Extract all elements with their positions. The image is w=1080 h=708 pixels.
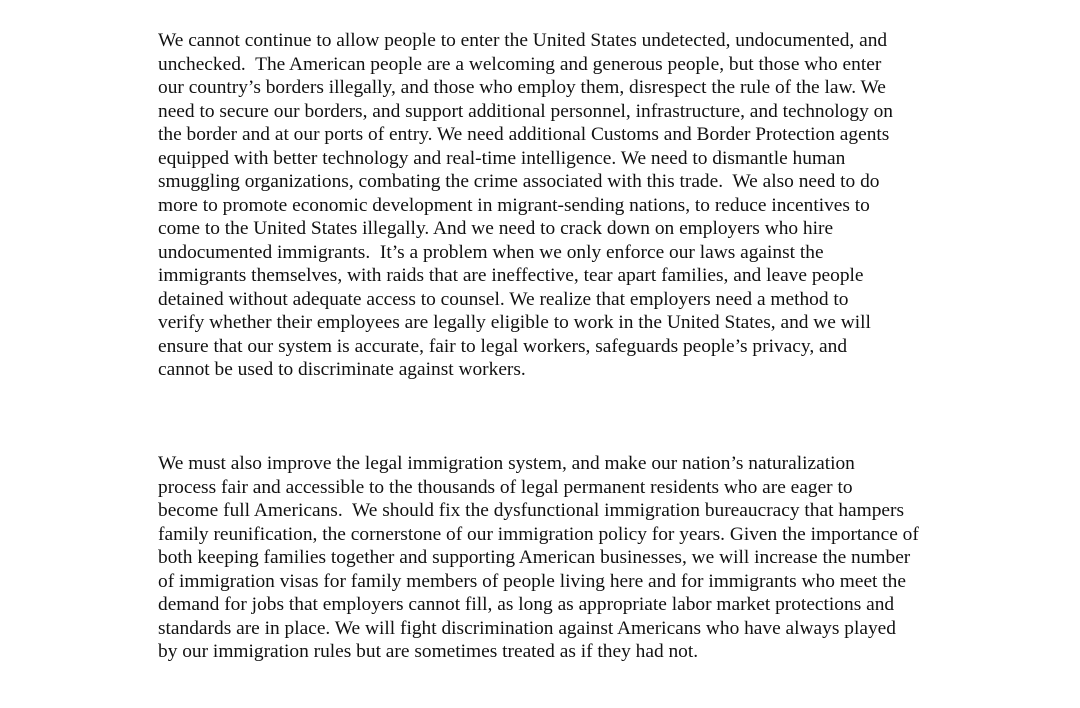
text-line: We cannot continue to allow people to enter the United States undetected, undocumented, and <box>158 30 888 51</box>
text-line: both keeping families together and supporting American businesses, we will increase the number <box>158 547 911 568</box>
paragraph-border-security <box>158 29 893 382</box>
text-line: come to the United States illegally. And we need to crack down on employers who hire <box>158 218 834 239</box>
text-line: by our immigration rules but are sometimes treated as if they had not. <box>158 641 699 662</box>
text-line: We must also improve the legal immigration system, and make our nation’s naturalization <box>158 453 855 474</box>
text-line: standards are in place. We will fight discrimination against Americans who have always played <box>158 617 896 639</box>
text-line: ensure that our system is accurate, fair to legal workers, safeguards people’s privacy, and <box>158 335 848 357</box>
text-line: undocumented immigrants. It’s a problem when we only enforce our laws against the <box>158 241 824 263</box>
text-line: the border and at our ports of entry. We need additional Customs and Border Protection agents <box>158 124 890 145</box>
text-line: immigrants themselves, with raids that are ineffective, tear apart families, and leave people <box>158 265 864 286</box>
text-line: our country’s borders illegally, and those who employ them, disrespect the rule of the law. We <box>158 77 886 98</box>
text-line: need to secure our borders, and support additional personnel, infrastructure, and technology on <box>158 100 894 122</box>
text-line: become full Americans. We should fix the dysfunctional immigration bureaucracy that hampers <box>158 500 905 521</box>
text-line: demand for jobs that employers cannot fill, as long as appropriate labor market protections and <box>158 594 895 615</box>
text-line: equipped with better technology and real-time intelligence. We need to dismantle human <box>158 147 846 169</box>
text-line: more to promote economic development in migrant-sending nations, to reduce incentives to <box>158 194 870 216</box>
text-line: detained without adequate access to counsel. We realize that employers need a method to <box>158 288 849 310</box>
paragraph-legal-immigration <box>158 452 919 664</box>
text-line: verify whether their employees are legally eligible to work in the United States, and we will <box>158 312 871 333</box>
text-line: unchecked. The American people are a welcoming and generous people, but those who enter <box>158 53 882 75</box>
text-line: process fair and accessible to the thousands of legal permanent residents who are eager to <box>158 476 853 498</box>
text-line: of immigration visas for family members of people living here and for immigrants who meet the <box>158 570 906 592</box>
text-line: family reunification, the cornerstone of our immigration policy for years. Given the importance of <box>158 523 919 545</box>
text-line: smuggling organizations, combating the crime associated with this trade. We also need to do <box>158 171 880 192</box>
text-line: cannot be used to discriminate against workers. <box>158 359 526 380</box>
